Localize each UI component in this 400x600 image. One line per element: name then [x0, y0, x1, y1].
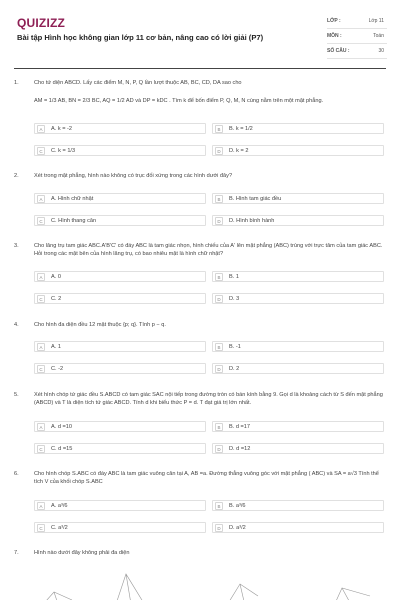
figure-right-1 [224, 584, 258, 600]
option-text: C. d =15 [51, 445, 73, 452]
option-text: A. 1 [51, 343, 61, 350]
option-text: B. Hình tam giác đều [229, 195, 282, 202]
option-d[interactable] [212, 522, 384, 533]
option-b[interactable] [212, 193, 384, 204]
question-number: 4. [14, 322, 19, 328]
option-text: C. a³/2 [51, 524, 68, 531]
option-text: D. 2 [229, 365, 240, 372]
option-d[interactable] [212, 215, 384, 226]
option-text: B. 1 [229, 273, 239, 280]
figure-left [38, 592, 72, 600]
question-6 [14, 471, 386, 541]
polyhedra-figures [14, 570, 386, 600]
option-d[interactable] [212, 443, 384, 454]
meta-label: LỚP : [327, 17, 341, 24]
option-text: D. a³/2 [229, 524, 246, 531]
question-number: 1. [14, 80, 19, 86]
question-text: Cho hình chóp S.ABC có đáy ABC là tam giác vuông cân tại A, AB =a. Đường thẳng vuông góc với mặt phẳng ( ABC) và SA = a√3 Tính thể tích V của khối chóp S.ABC [34, 471, 379, 485]
meta-table [327, 14, 387, 59]
option-letter: C [37, 147, 45, 155]
option-letter: D [215, 365, 223, 373]
meta-row-count [327, 44, 387, 59]
option-c[interactable] [34, 145, 206, 156]
option-text: D. 3 [229, 295, 240, 302]
meta-value: 30 [378, 47, 384, 54]
meta-row-class [327, 14, 387, 29]
option-b[interactable] [212, 421, 384, 432]
option-letter: A [37, 502, 45, 510]
option-letter: A [37, 343, 45, 351]
question-text: Hình nào dưới đây không phải đa diện [34, 550, 130, 556]
quizizz-logo: QUIZIZZ [17, 16, 66, 30]
option-letter: D [215, 524, 223, 532]
option-text: A. d =10 [51, 423, 72, 430]
option-text: C. Hình thang cân [51, 217, 97, 224]
option-a[interactable] [34, 341, 206, 352]
question-text: Cho hình đa diện đều 12 mặt thuộc {p; q}. Tính p − q. [34, 322, 166, 328]
option-letter: C [37, 445, 45, 453]
figure-right-2 [332, 588, 370, 600]
option-letter: C [37, 217, 45, 225]
option-letter: B [215, 502, 223, 510]
option-letter: D [215, 295, 223, 303]
option-text: A. k = -2 [51, 125, 72, 132]
option-c[interactable] [34, 293, 206, 304]
question-text: Cho lăng trụ tam giác ABC.A'B'C' có đáy ABC là tam giác nhọn, hình chiếu của A' lên mặt phẳng (ABC) trùng với trực tâm của tam giác ABC. Hỏi trong các mặt bên của hình lăng trụ, có bao nhiêu mặt là hình chữ nhật? [34, 243, 383, 257]
option-letter: A [37, 423, 45, 431]
question-4 [14, 322, 386, 382]
option-text: A. Hình chữ nhật [51, 195, 94, 202]
option-c[interactable] [34, 215, 206, 226]
question-text: Cho tứ diện ABCD. Lấy các điểm M, N, P, Q lần lượt thuộc AB, BC, CD, DA sao cho [34, 80, 242, 86]
option-c[interactable] [34, 443, 206, 454]
option-d[interactable] [212, 363, 384, 374]
option-letter: A [37, 125, 45, 133]
option-a[interactable] [34, 193, 206, 204]
option-letter: B [215, 423, 223, 431]
option-b[interactable] [212, 123, 384, 134]
question-number: 7. [14, 550, 19, 556]
option-letter: D [215, 147, 223, 155]
option-a[interactable] [34, 421, 206, 432]
option-letter: B [215, 195, 223, 203]
question-1 [14, 80, 386, 160]
option-a[interactable] [34, 500, 206, 511]
question-formula: AM = 1/3 AB, BN = 2/3 BC, AQ = 1/2 AD và DP = kDC . Tìm k để bốn điểm P, Q, M, N cùng nằm trên một mặt phẳng. [34, 98, 324, 104]
option-letter: B [215, 125, 223, 133]
option-text: D. d =12 [229, 445, 251, 452]
option-c[interactable] [34, 363, 206, 374]
option-letter: B [215, 343, 223, 351]
option-text: C. 2 [51, 295, 62, 302]
question-number: 6. [14, 471, 19, 477]
option-a[interactable] [34, 271, 206, 282]
question-2 [14, 173, 386, 233]
option-letter: D [215, 445, 223, 453]
option-letter: C [37, 524, 45, 532]
option-letter: A [37, 195, 45, 203]
meta-value: Lớp 11 [368, 17, 384, 24]
option-text: B. a³/6 [229, 502, 246, 509]
question-7 [14, 550, 386, 570]
option-b[interactable] [212, 341, 384, 352]
option-b[interactable] [212, 271, 384, 282]
option-text: B. -1 [229, 343, 241, 350]
option-d[interactable] [212, 293, 384, 304]
option-text: C. k = 1/3 [51, 147, 76, 154]
option-letter: D [215, 217, 223, 225]
header [0, 0, 400, 68]
option-text: A. a³/6 [51, 502, 68, 509]
meta-label: SỐ CÂU : [327, 47, 350, 54]
option-letter: A [37, 273, 45, 281]
question-text: Xét trong mặt phẳng, hình nào không có trục đối xứng trong các hình dưới đây? [34, 173, 233, 179]
option-text: A. 0 [51, 273, 61, 280]
question-5 [14, 392, 386, 462]
option-letter: C [37, 365, 45, 373]
option-letter: B [215, 273, 223, 281]
question-text: Xét hình chóp tứ giác đều S.ABCD có tam giác SAC nội tiếp trong đường tròn có bán kính bằng 9. Gọi d là khoảng cách từ S đến mặt phẳng (ABCD) và T là diện tích tứ giác ABCD. Tính d khi biểu thức P = d. T đạt giá trị lớn nhất. [34, 392, 383, 406]
option-a[interactable] [34, 123, 206, 134]
question-number: 2. [14, 173, 19, 179]
option-text: C. -2 [51, 365, 64, 372]
option-text: D. Hình bình hành [229, 217, 275, 224]
question-3 [14, 243, 386, 313]
page-title: Bài tập Hình học không gian lớp 11 cơ bản, nâng cao có lời giải (P7) [17, 33, 264, 42]
option-text: B. d =17 [229, 423, 250, 430]
option-c[interactable] [34, 522, 206, 533]
meta-value: Toán [373, 32, 384, 39]
option-text: B. k = 1/2 [229, 125, 253, 132]
option-b[interactable] [212, 500, 384, 511]
header-divider [14, 68, 386, 69]
option-d[interactable] [212, 145, 384, 156]
question-number: 5. [14, 392, 19, 398]
question-number: 3. [14, 243, 19, 249]
meta-row-subject [327, 29, 387, 44]
meta-label: MÔN : [327, 32, 342, 39]
figure-middle [114, 574, 148, 600]
option-text: D. k = 2 [229, 147, 249, 154]
option-letter: C [37, 295, 45, 303]
